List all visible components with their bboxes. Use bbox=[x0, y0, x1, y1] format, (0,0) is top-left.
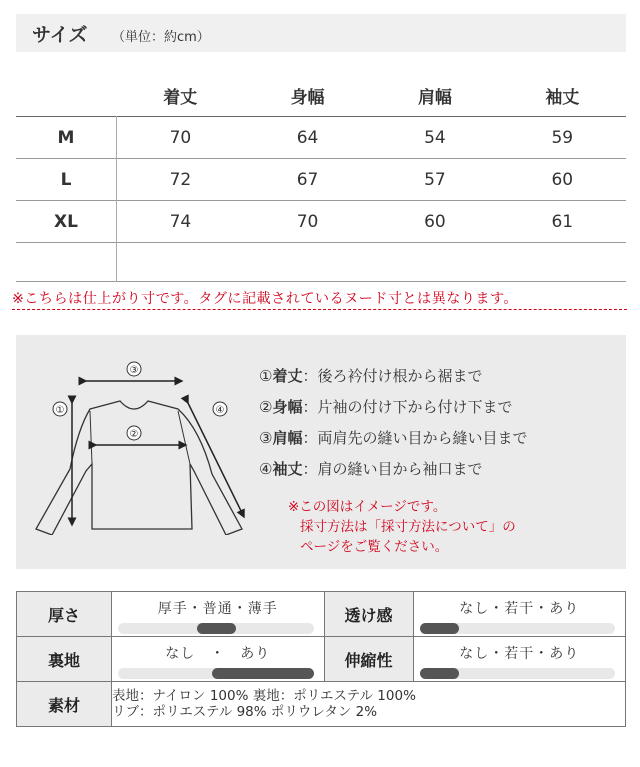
table-cell: 60 bbox=[424, 211, 446, 232]
material-label: 素材 bbox=[17, 682, 112, 727]
thickness-scale: 厚手・普通・薄手 bbox=[112, 592, 325, 637]
marker-4: ④ bbox=[215, 405, 225, 416]
transparency-label: 透け感 bbox=[324, 592, 413, 637]
size-unit: （単位：約cm） bbox=[112, 30, 210, 45]
finished-size-notice: ※こちらは仕上がり寸です。タグに記載されているヌード寸とは異なります。 bbox=[12, 288, 627, 310]
marker-1: ① bbox=[55, 405, 65, 416]
table-cell: 57 bbox=[424, 169, 446, 190]
explanation-sleeve: ④袖丈：肩の縫い目から袖口まで bbox=[259, 460, 483, 478]
spec-row bbox=[17, 637, 626, 682]
col-header: 着丈 bbox=[163, 88, 198, 108]
table-cell: 61 bbox=[551, 211, 574, 232]
size-title-bar bbox=[16, 14, 626, 52]
thickness-indicator bbox=[197, 623, 236, 634]
lining-scale: なし ・ あり bbox=[112, 637, 325, 682]
marker-3: ③ bbox=[129, 365, 139, 376]
marker-2: ② bbox=[129, 429, 139, 440]
lining-indicator bbox=[212, 668, 314, 679]
table-cell: 72 bbox=[169, 169, 192, 190]
table-cell: 59 bbox=[551, 127, 574, 148]
measurement-diagram-panel bbox=[16, 335, 626, 569]
size-table bbox=[16, 75, 626, 282]
explanation-shoulder: ③肩幅：両肩先の縫い目から縫い目まで bbox=[259, 429, 528, 447]
table-cell: 67 bbox=[296, 169, 319, 190]
col-header: 肩幅 bbox=[417, 88, 452, 108]
thickness-label: 厚さ bbox=[17, 592, 112, 637]
size-label: M bbox=[16, 117, 117, 159]
measurement-explanations bbox=[259, 365, 527, 489]
size-label: XL bbox=[16, 201, 117, 243]
size-title: サイズ bbox=[32, 24, 88, 46]
table-row bbox=[16, 117, 626, 159]
table-row bbox=[16, 201, 626, 243]
stretch-label: 伸縮性 bbox=[324, 637, 413, 682]
table-row bbox=[16, 159, 626, 201]
table-cell: 64 bbox=[296, 127, 319, 148]
spec-row bbox=[17, 682, 626, 727]
lining-label: 裏地 bbox=[17, 637, 112, 682]
table-cell: 74 bbox=[169, 211, 192, 232]
fabric-spec-table bbox=[16, 591, 626, 727]
stretch-scale: なし・若干・あり bbox=[413, 637, 626, 682]
table-cell: 60 bbox=[551, 169, 574, 190]
table-cell: 70 bbox=[296, 211, 319, 232]
stretch-indicator bbox=[420, 668, 459, 679]
col-header: 袖丈 bbox=[545, 88, 580, 108]
table-cell: 70 bbox=[169, 127, 192, 148]
size-table-header bbox=[16, 75, 626, 117]
table-row-empty bbox=[16, 243, 626, 282]
material-value: 表地：ナイロン 100% 裏地：ポリエステル 100% リブ：ポリエステル 98% ポリウレタン 2% bbox=[112, 682, 626, 727]
size-label: L bbox=[16, 159, 117, 201]
garment-illustration bbox=[30, 359, 252, 535]
transparency-indicator bbox=[420, 623, 459, 634]
col-header: 身幅 bbox=[290, 88, 325, 108]
transparency-scale: なし・若干・あり bbox=[413, 592, 626, 637]
diagram-note: ※この図はイメージです。 採寸方法は「採寸方法について」の ページをご覧ください。 bbox=[288, 499, 516, 555]
explanation-width: ②身幅：片袖の付け下から付け下まで bbox=[259, 398, 513, 416]
shirt-outline bbox=[36, 401, 242, 535]
sleeve-arrow bbox=[188, 403, 244, 517]
spec-row bbox=[17, 592, 626, 637]
explanation-length: ①着丈：後ろ衿付け根から裾まで bbox=[259, 367, 483, 385]
table-cell: 54 bbox=[424, 127, 446, 148]
